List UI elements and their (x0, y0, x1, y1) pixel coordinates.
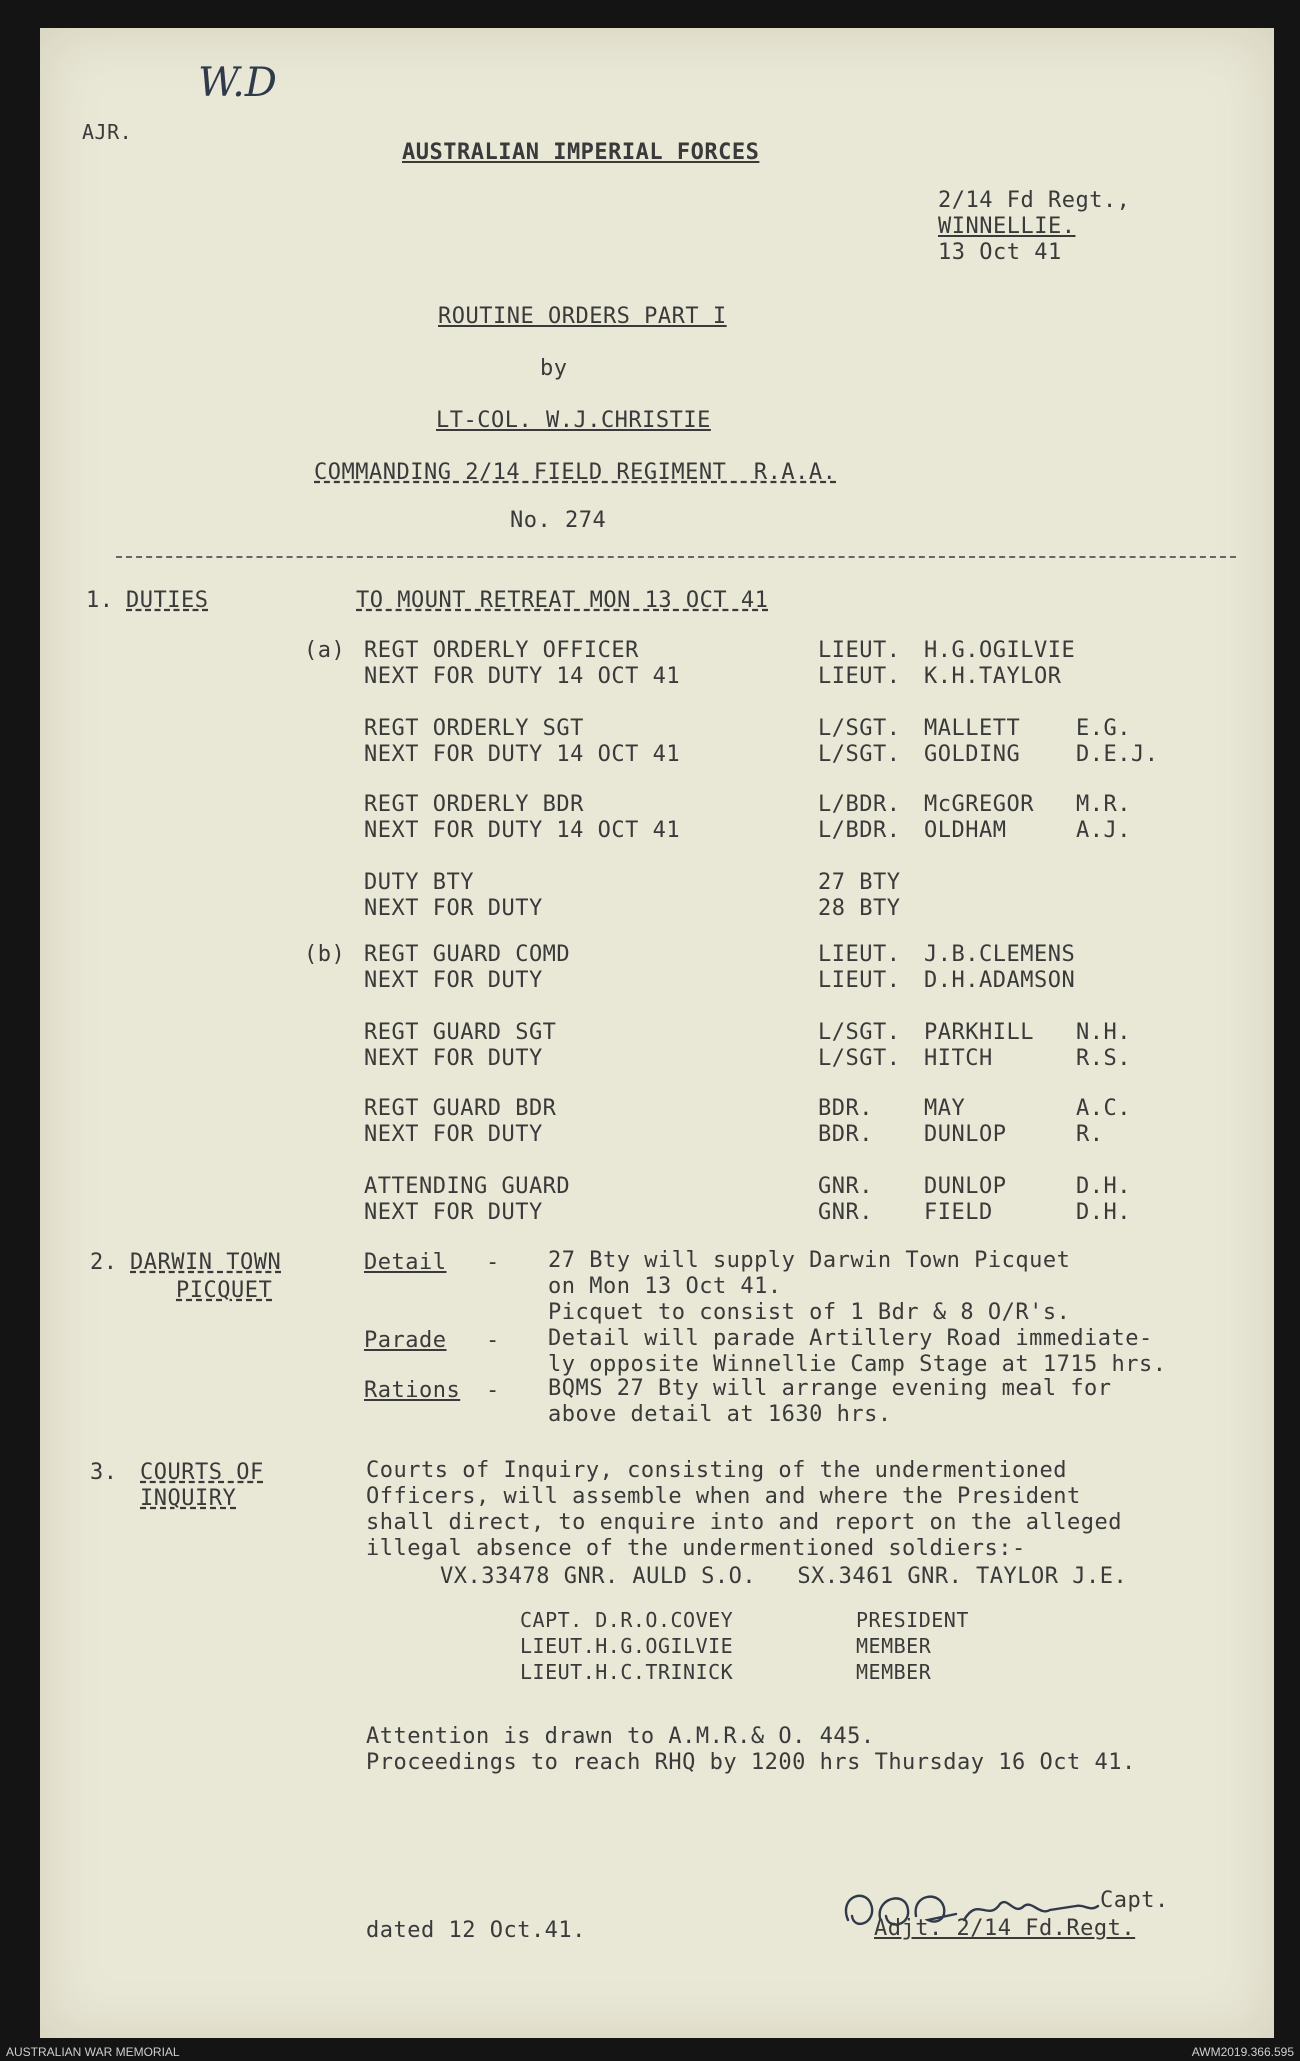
rations-dash: - (486, 1378, 500, 1403)
duties-subheading: TO MOUNT RETREAT MON 13 OCT 41 (356, 588, 769, 613)
duty-name: McGREGOR (924, 792, 1034, 817)
detail-line-2: on Mon 13 Oct 41. (548, 1274, 782, 1299)
document-page (40, 28, 1274, 2038)
duty-rank: BDR. (818, 1122, 873, 1147)
courts-text-4: illegal absence of the undermentioned soldiers:- (366, 1536, 1026, 1561)
courts-text-3: shall direct, to enquire into and report on the alleged (366, 1510, 1122, 1535)
rations-line-2: above detail at 1630 hrs. (548, 1402, 892, 1427)
duty-initials: R.S. (1076, 1046, 1131, 1071)
duty-title: NEXT FOR DUTY (364, 1122, 543, 1147)
duty-name: MALLETT (924, 716, 1021, 741)
courts-text-2: Officers, will assemble when and where the President (366, 1484, 1081, 1509)
command-line: COMMANDING 2/14 FIELD REGIMENT R.A.A. (314, 460, 837, 485)
picquet-number: 2. (90, 1250, 118, 1275)
duty-rank: L/SGT. (818, 716, 901, 741)
attention-note: Attention is drawn to A.M.R.& O. 445. (366, 1724, 875, 1749)
subsection-a-label: (a) (304, 638, 346, 663)
detail-line-1: 27 Bty will supply Darwin Town Picquet (548, 1248, 1071, 1273)
unit-address: 2/14 Fd Regt., (938, 188, 1131, 213)
duty-title: NEXT FOR DUTY (364, 1046, 543, 1071)
duty-rank: BDR. (818, 1096, 873, 1121)
parade-label: Parade (364, 1328, 447, 1353)
footer-institution: AUSTRALIAN WAR MEMORIAL (6, 2045, 180, 2059)
member-name: LIEUT.H.C.TRINICK (520, 1660, 734, 1684)
corner-mark: AJR. (82, 120, 133, 144)
duty-name: K.H.TAYLOR (924, 664, 1062, 689)
duty-rank: LIEUT. (818, 968, 901, 993)
duty-name: H.G.OGILVIE (924, 638, 1076, 663)
duty-title: NEXT FOR DUTY (364, 968, 543, 993)
header-date: 13 Oct 41 (938, 240, 1062, 265)
duty-title: NEXT FOR DUTY 14 OCT 41 (364, 664, 681, 689)
section-divider (116, 556, 1236, 558)
duty-name: PARKHILL (924, 1020, 1034, 1045)
courts-heading-1: COURTS OF (140, 1460, 264, 1485)
duty-initials: D.H. (1076, 1174, 1131, 1199)
absent-soldiers: VX.33478 GNR. AULD S.O. SX.3461 GNR. TAYLOR J.E. (440, 1564, 1128, 1589)
member-name: LIEUT.H.G.OGILVIE (520, 1634, 734, 1658)
location: WINNELLIE. (938, 214, 1076, 239)
duty-title: NEXT FOR DUTY (364, 1200, 543, 1225)
duty-name: J.B.CLEMENS (924, 942, 1076, 967)
picquet-heading-2: PICQUET (176, 1278, 273, 1303)
member-name: CAPT. D.R.O.COVEY (520, 1608, 734, 1632)
duty-title: REGT GUARD BDR (364, 1096, 557, 1121)
duty-name: MAY (924, 1096, 966, 1121)
member-role: MEMBER (856, 1660, 932, 1684)
signatory-rank: Capt. (1100, 1888, 1169, 1913)
duty-name: HITCH (924, 1046, 993, 1071)
duty-initials: R. (1076, 1122, 1104, 1147)
duty-name: FIELD (924, 1200, 993, 1225)
duty-title: REGT ORDERLY OFFICER (364, 638, 639, 663)
duty-rank: LIEUT. (818, 664, 901, 689)
order-number: No. 274 (510, 508, 607, 533)
duty-initials: D.H. (1076, 1200, 1131, 1225)
signature (828, 1838, 1128, 1984)
duty-initials: E.G. (1076, 716, 1131, 741)
duty-title: REGT GUARD SGT (364, 1020, 557, 1045)
duty-title: DUTY BTY (364, 870, 474, 895)
duty-title: ATTENDING GUARD (364, 1174, 571, 1199)
duties-heading: DUTIES (126, 588, 209, 613)
duty-title: REGT ORDERLY BDR (364, 792, 584, 817)
courts-number: 3. (90, 1460, 118, 1485)
duty-title: REGT ORDERLY SGT (364, 716, 584, 741)
duty-initials: M.R. (1076, 792, 1131, 817)
detail-label: Detail (364, 1250, 447, 1275)
dated-line: dated 12 Oct.41. (366, 1918, 586, 1943)
signatory-appointment: Adjt. 2/14 Fd.Regt. (874, 1916, 1136, 1941)
duty-title: REGT GUARD COMD (364, 942, 571, 967)
duty-name: D.H.ADAMSON (924, 968, 1076, 993)
duty-rank: 27 BTY (818, 870, 901, 895)
duty-title: NEXT FOR DUTY 14 OCT 41 (364, 742, 681, 767)
duty-rank: GNR. (818, 1200, 873, 1225)
parade-line-2: ly opposite Winnellie Camp Stage at 1715 hrs. (548, 1352, 1167, 1377)
duty-rank: 28 BTY (818, 896, 901, 921)
duty-rank: L/SGT. (818, 1046, 901, 1071)
duties-number: 1. (86, 588, 114, 613)
member-role: MEMBER (856, 1634, 932, 1658)
handwritten-note: W.D (198, 60, 277, 106)
title-by: by (540, 356, 568, 381)
parade-line-1: Detail will parade Artillery Road immediate- (548, 1326, 1153, 1351)
duty-rank: GNR. (818, 1174, 873, 1199)
duty-rank: L/SGT. (818, 742, 901, 767)
rations-label: Rations (364, 1378, 461, 1403)
duty-initials: A.C. (1076, 1096, 1131, 1121)
duty-rank: L/BDR. (818, 818, 901, 843)
duty-rank: L/BDR. (818, 792, 901, 817)
parade-dash: - (486, 1328, 500, 1353)
duty-name: DUNLOP (924, 1122, 1007, 1147)
courts-heading-2: INQUIRY (140, 1486, 237, 1511)
footer-reference: AWM2019.366.595 (1191, 2045, 1294, 2059)
duty-name: DUNLOP (924, 1174, 1007, 1199)
duty-rank: L/SGT. (818, 1020, 901, 1045)
duty-title: NEXT FOR DUTY (364, 896, 543, 921)
orders-title: ROUTINE ORDERS PART I (438, 304, 727, 329)
subsection-b-label: (b) (304, 942, 346, 967)
commander-name: LT-COL. W.J.CHRISTIE (436, 408, 711, 433)
detail-line-3: Picquet to consist of 1 Bdr & 8 O/R's. (548, 1300, 1071, 1325)
proceedings-note: Proceedings to reach RHQ by 1200 hrs Thursday 16 Oct 41. (366, 1750, 1136, 1775)
duty-rank: LIEUT. (818, 942, 901, 967)
picquet-heading-1: DARWIN TOWN (130, 1250, 282, 1275)
member-role: PRESIDENT (856, 1608, 969, 1632)
duty-initials: D.E.J. (1076, 742, 1159, 767)
duty-initials: A.J. (1076, 818, 1131, 843)
duty-rank: LIEUT. (818, 638, 901, 663)
duty-name: OLDHAM (924, 818, 1007, 843)
duty-name: GOLDING (924, 742, 1021, 767)
duty-initials: N.H. (1076, 1020, 1131, 1045)
detail-dash: - (486, 1250, 500, 1275)
rations-line-1: BQMS 27 Bty will arrange evening meal for (548, 1376, 1112, 1401)
courts-text-1: Courts of Inquiry, consisting of the undermentioned (366, 1458, 1068, 1483)
duty-title: NEXT FOR DUTY 14 OCT 41 (364, 818, 681, 843)
force-heading: AUSTRALIAN IMPERIAL FORCES (402, 140, 760, 165)
